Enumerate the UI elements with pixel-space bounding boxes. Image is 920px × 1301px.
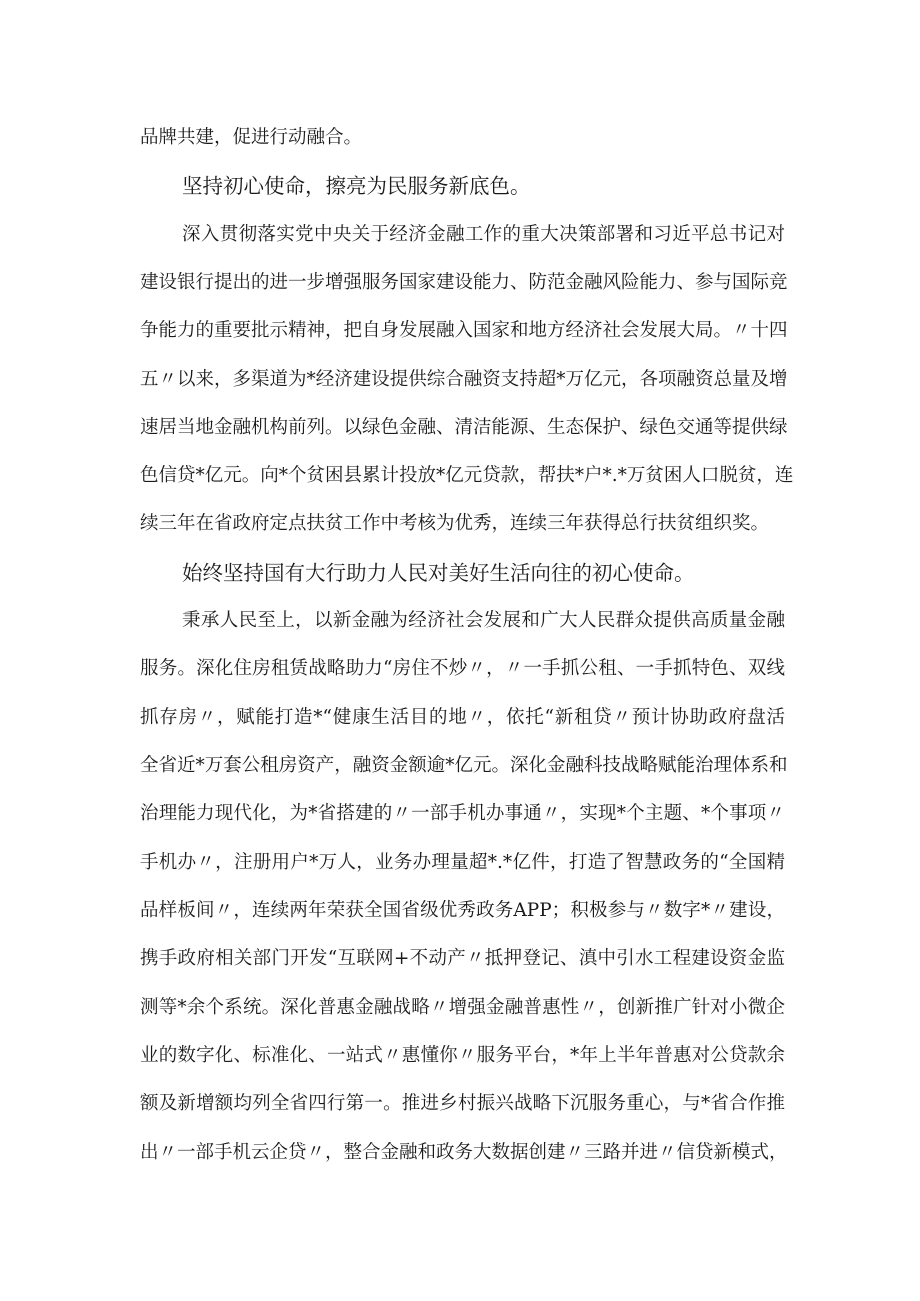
- section-heading: 始终坚持国有大行助力人民对美好生活向往的初心使命。: [182, 561, 695, 585]
- paragraph-line: 深入贯彻落实党中央关于经济金融工作的重大决策部署和习近平总书记对: [182, 224, 785, 245]
- paragraph-line: 全省近*万套公租房资产，融资金额逾*亿元。深化金融科技战略赋能治理体系和: [140, 755, 788, 776]
- paragraph-line: 测等*余个系统。深化普惠金融战略〃增强金融普惠性〃，创新推广针对小微企: [140, 997, 785, 1018]
- paragraph-line: 五〃以来，多渠道为*经济建设提供综合融资支持超*万亿元，各项融资总量及增: [140, 369, 788, 390]
- paragraph-line: 手机办〃，注册用户*万人，业务办理量超*.*亿件，打造了智慧政务的“全国精: [140, 852, 785, 873]
- paragraph-line: 额及新增额均列全省四行第一。推进乡村振兴战略下沉服务重心，与*省合作推: [140, 1093, 785, 1114]
- paragraph-line: 续三年在省政府定点扶贫工作中考核为优秀，连续三年获得总行扶贫组织奖。: [140, 513, 770, 534]
- paragraph-line: 建设银行提出的进一步增强服务国家建设能力、防范金融风险能力、参与国际竞: [140, 272, 788, 293]
- paragraph-line: 品牌共建，促进行动融合。: [140, 127, 363, 148]
- paragraph-line: 出〃一部手机云企贷〃，整合金融和政务大数据创建〃三路并进〃信贷新模式，: [140, 1142, 788, 1163]
- paragraph-line: 色信贷*亿元。向*个贫困县累计投放*亿元贷款，帮扶*户*.*万贫困人口脱贫，连: [140, 465, 794, 486]
- paragraph-line: 争能力的重要批示精神，把自身发展融入国家和地方经济社会发展大局。〃十四: [140, 320, 788, 341]
- paragraph-line: 服务。深化住房租赁战略助力“房住不炒〃，〃一手抓公租、一手抓特色、双线: [140, 658, 785, 679]
- paragraph-line: 携手政府相关部门开发“互联网+不动产〃抵押登记、滇中引水工程建设资金监: [140, 948, 785, 969]
- paragraph-line: 业的数字化、标准化、一站式〃惠懂你〃服务平台，*年上半年普惠对公贷款余: [140, 1045, 785, 1066]
- paragraph-line: 品样板间〃，连续两年荣获全国省级优秀政务APP；积极参与〃数字*〃建设，: [140, 900, 785, 921]
- paragraph-line: 速居当地金融机构前列。以绿色金融、清洁能源、生态保护、绿色交通等提供绿: [140, 417, 788, 438]
- paragraph-line: 治理能力现代化，为*省搭建的〃一部手机办事通〃，实现*个主题、*个事项〃: [140, 803, 785, 824]
- section-heading: 坚持初心使命，擦亮为民服务新底色。: [182, 174, 531, 198]
- paragraph-line: 抓存房〃，赋能打造*“健康生活目的地〃，依托“新租贷〃预计协助政府盘活: [140, 707, 785, 728]
- paragraph-line: 秉承人民至上，以新金融为经济社会发展和广大人民群众提供高质量金融: [182, 610, 785, 631]
